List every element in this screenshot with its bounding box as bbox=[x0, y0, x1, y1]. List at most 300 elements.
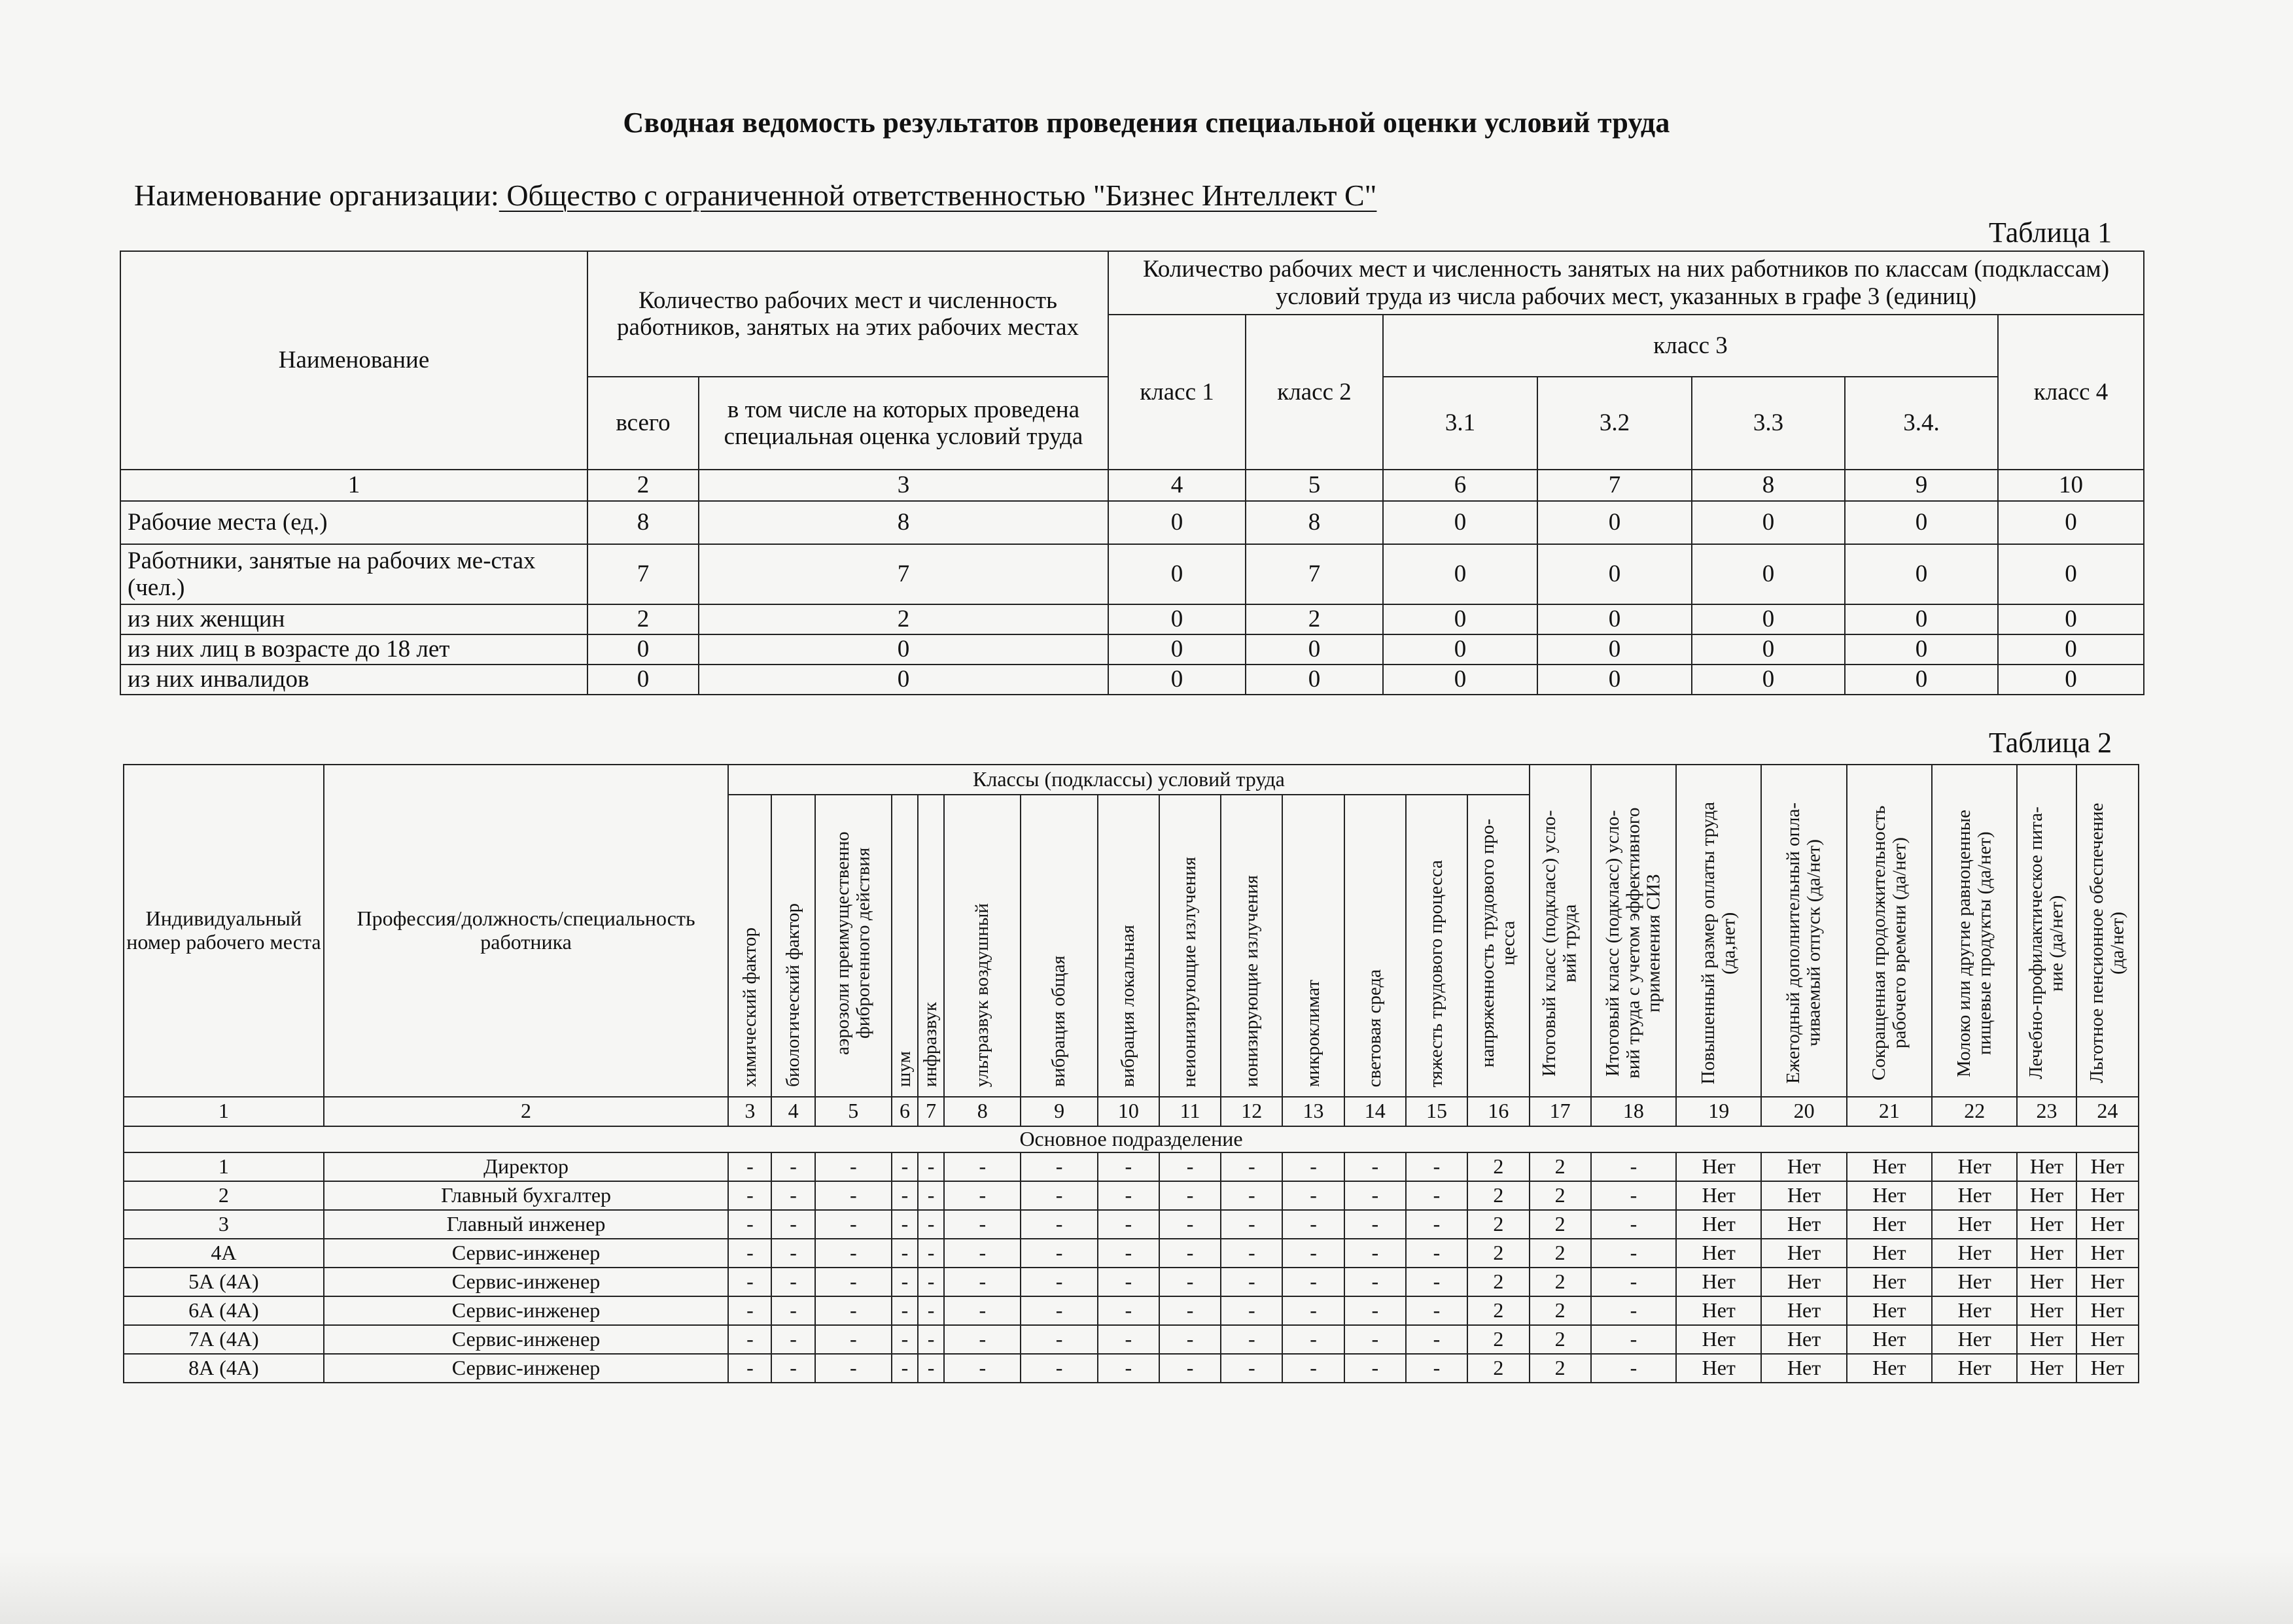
t1-colnum: 8 bbox=[1692, 470, 1845, 501]
t2-cell: - bbox=[1159, 1325, 1221, 1354]
t2-colnum: 4 bbox=[771, 1097, 814, 1126]
t1-cell: 0 bbox=[1692, 544, 1845, 604]
t2-cell: - bbox=[1221, 1181, 1282, 1210]
t2-cell: - bbox=[1221, 1268, 1282, 1296]
t2-cell: - bbox=[771, 1239, 814, 1268]
t2-cell: Нет bbox=[1676, 1210, 1761, 1239]
t2-cell: - bbox=[1344, 1210, 1406, 1239]
t1-cell: 0 bbox=[1246, 665, 1383, 695]
t1-cell: 0 bbox=[1537, 634, 1692, 665]
t1-cell: 0 bbox=[1845, 665, 1998, 695]
t2-cell: Нет bbox=[2076, 1239, 2139, 1268]
t1-cell: 0 bbox=[1383, 665, 1537, 695]
t2-cell: - bbox=[1406, 1152, 1467, 1181]
t2-cell: Нет bbox=[1676, 1239, 1761, 1268]
t2-colnum: 3 bbox=[728, 1097, 771, 1126]
t2-cell: Нет bbox=[1847, 1181, 1932, 1210]
t2-cell: - bbox=[918, 1296, 944, 1325]
organization-label: Наименование организации: bbox=[134, 179, 499, 212]
t1-cell: 0 bbox=[587, 665, 699, 695]
t1-cell: 0 bbox=[1845, 634, 1998, 665]
t1-header-count: Количество рабочих мест и численность работников, занятых на этих рабочих местах bbox=[587, 251, 1108, 377]
t1-header-3-3: 3.3 bbox=[1692, 377, 1845, 470]
t2-cell: Нет bbox=[2076, 1152, 2139, 1181]
t2-cell: - bbox=[728, 1325, 771, 1354]
t1-header-class2: класс 2 bbox=[1246, 315, 1383, 470]
t2-cell: - bbox=[815, 1239, 892, 1268]
t2-colnum: 1 bbox=[124, 1097, 324, 1126]
t2-cell: Нет bbox=[1847, 1325, 1932, 1354]
t2-workplace-id: 1 bbox=[124, 1152, 324, 1181]
t2-cell: Нет bbox=[1932, 1239, 2017, 1268]
t2-colnum: 24 bbox=[2076, 1097, 2139, 1126]
t2-cell: - bbox=[1098, 1210, 1159, 1239]
t2-cell: - bbox=[918, 1239, 944, 1268]
t1-cell: 0 bbox=[699, 634, 1108, 665]
t2-cell: - bbox=[1098, 1354, 1159, 1383]
t2-cell: - bbox=[892, 1181, 918, 1210]
t2-cell: - bbox=[1406, 1239, 1467, 1268]
t2-cell: 2 bbox=[1467, 1296, 1529, 1325]
t2-workplace-id: 3 bbox=[124, 1210, 324, 1239]
t2-cell: - bbox=[1282, 1296, 1344, 1325]
t1-body bbox=[120, 501, 2144, 695]
t2-header-factor: вибрация локальная bbox=[1117, 924, 1139, 1087]
t2-colnum: 22 bbox=[1932, 1097, 2017, 1126]
t2-cell: 2 bbox=[1467, 1325, 1529, 1354]
t2-workplace-id: 5А (4А) bbox=[124, 1268, 324, 1296]
organization-line bbox=[134, 178, 1376, 213]
t1-header-total: всего bbox=[587, 377, 699, 470]
t2-cell: - bbox=[944, 1325, 1021, 1354]
t2-header-milk: Молоко или другие равноценные пищевые продукты (да/нет) bbox=[1953, 809, 1995, 1077]
t2-cell: - bbox=[1406, 1210, 1467, 1239]
t1-cell: 0 bbox=[1998, 604, 2144, 634]
t1-cell: 0 bbox=[1383, 544, 1537, 604]
t1-header-assessed: в том числе на которых проведена специальная оценка условий труда bbox=[699, 377, 1108, 470]
t2-profession: Сервис-инженер bbox=[324, 1354, 729, 1383]
t2-cell: Нет bbox=[2017, 1325, 2076, 1354]
t2-header-factor: вибрация общая bbox=[1048, 956, 1070, 1087]
t2-header-pension: Льготное пенсионное обеспечение (да/нет) bbox=[2086, 803, 2128, 1084]
t2-cell: Нет bbox=[1847, 1268, 1932, 1296]
t2-cell: 2 bbox=[1467, 1210, 1529, 1239]
t2-cell: - bbox=[918, 1268, 944, 1296]
t2-cell: - bbox=[1282, 1152, 1344, 1181]
t2-header-extra-leave: Ежегодный дополнительный опла-чиваемый отпуск (да/нет) bbox=[1783, 802, 1825, 1084]
t2-cell: Нет bbox=[1676, 1296, 1761, 1325]
t2-cell: - bbox=[1221, 1354, 1282, 1383]
t2-cell: - bbox=[1282, 1325, 1344, 1354]
t1-cell: 0 bbox=[699, 665, 1108, 695]
t2-cell: Нет bbox=[2076, 1354, 2139, 1383]
t2-cell: Нет bbox=[1676, 1181, 1761, 1210]
t1-header-3-2: 3.2 bbox=[1537, 377, 1692, 470]
t2-cell: - bbox=[1344, 1181, 1406, 1210]
t2-colnum: 7 bbox=[918, 1097, 944, 1126]
t2-colnum: 12 bbox=[1221, 1097, 1282, 1126]
t2-cell: - bbox=[815, 1210, 892, 1239]
t2-cell: - bbox=[1021, 1152, 1097, 1181]
t1-cell: 0 bbox=[1845, 544, 1998, 604]
t2-header-factor: неионизирующие излучения bbox=[1179, 856, 1200, 1087]
t2-cell: - bbox=[1406, 1325, 1467, 1354]
t2-cell: 2 bbox=[1467, 1268, 1529, 1296]
t2-cell: Нет bbox=[1761, 1296, 1846, 1325]
t2-cell: - bbox=[892, 1325, 918, 1354]
t2-cell: - bbox=[1098, 1296, 1159, 1325]
t1-cell: 0 bbox=[1108, 665, 1246, 695]
t2-colnum: 6 bbox=[892, 1097, 918, 1126]
t2-cell: - bbox=[1159, 1296, 1221, 1325]
t2-cell: 2 bbox=[1530, 1239, 1591, 1268]
t2-colnum: 17 bbox=[1530, 1097, 1591, 1126]
t1-cell: 0 bbox=[1998, 501, 2144, 544]
t2-cell: - bbox=[918, 1325, 944, 1354]
t2-cell: - bbox=[1021, 1210, 1097, 1239]
t2-row bbox=[124, 1239, 2139, 1268]
t1-cell: 0 bbox=[1998, 634, 2144, 665]
t2-cell: - bbox=[918, 1181, 944, 1210]
t2-cell: - bbox=[815, 1181, 892, 1210]
t2-row bbox=[124, 1268, 2139, 1296]
t1-cell: 0 bbox=[1692, 665, 1845, 695]
t2-cell: - bbox=[1406, 1354, 1467, 1383]
t2-cell: - bbox=[1282, 1239, 1344, 1268]
t2-cell: - bbox=[944, 1296, 1021, 1325]
t2-header-factor: ионизирующие излучения bbox=[1240, 874, 1262, 1087]
t1-row-label: Работники, занятые на рабочих ме-стах (чел.) bbox=[120, 544, 587, 604]
t2-cell: - bbox=[728, 1268, 771, 1296]
t2-cell: - bbox=[1344, 1239, 1406, 1268]
t2-cell: - bbox=[918, 1152, 944, 1181]
t2-cell: - bbox=[728, 1181, 771, 1210]
t1-cell: 2 bbox=[587, 604, 699, 634]
t2-cell: - bbox=[892, 1210, 918, 1239]
t2-cell: 2 bbox=[1467, 1239, 1529, 1268]
t2-cell: - bbox=[771, 1210, 814, 1239]
t1-cell: 7 bbox=[587, 544, 699, 604]
t2-cell: Нет bbox=[1761, 1239, 1846, 1268]
t1-row-label: Рабочие места (ед.) bbox=[120, 501, 587, 544]
t2-profession: Сервис-инженер bbox=[324, 1296, 729, 1325]
t1-header-class1: класс 1 bbox=[1108, 315, 1246, 470]
t2-cell: - bbox=[1021, 1239, 1097, 1268]
t2-cell: Нет bbox=[1932, 1268, 2017, 1296]
t2-cell: - bbox=[728, 1152, 771, 1181]
organization-value: Общество с ограниченной ответственностью "Бизнес Интеллект С" bbox=[499, 179, 1377, 212]
t2-cell: Нет bbox=[1676, 1354, 1761, 1383]
t2-colnum: 11 bbox=[1159, 1097, 1221, 1126]
t2-cell: Нет bbox=[2017, 1210, 2076, 1239]
t2-cell: 2 bbox=[1467, 1181, 1529, 1210]
t2-colnum: 18 bbox=[1591, 1097, 1676, 1126]
t2-cell: - bbox=[1159, 1268, 1221, 1296]
t1-colnum: 4 bbox=[1108, 470, 1246, 501]
t2-colnum: 16 bbox=[1467, 1097, 1529, 1126]
t2-cell: - bbox=[1406, 1268, 1467, 1296]
t2-colnum: 14 bbox=[1344, 1097, 1406, 1126]
t2-header-reduced-hours: Сокращенная продолжительность рабочего времени (да/нет) bbox=[1868, 805, 1910, 1081]
t2-cell: Нет bbox=[1932, 1152, 2017, 1181]
t1-cell: 0 bbox=[1998, 544, 2144, 604]
t1-cell: 0 bbox=[1383, 604, 1537, 634]
t2-cell: - bbox=[815, 1354, 892, 1383]
t1-cell: 0 bbox=[1383, 634, 1537, 665]
t1-colnum: 1 bbox=[120, 470, 587, 501]
t1-cell: 0 bbox=[587, 634, 699, 665]
t2-cell: - bbox=[815, 1325, 892, 1354]
t2-cell: - bbox=[1221, 1296, 1282, 1325]
t2-cell: - bbox=[892, 1239, 918, 1268]
t2-header-factor: микроклимат bbox=[1302, 980, 1323, 1087]
t2-cell: Нет bbox=[2017, 1239, 2076, 1268]
t1-cell: 8 bbox=[699, 501, 1108, 544]
t1-colnum: 9 bbox=[1845, 470, 1998, 501]
t1-cell: 0 bbox=[1108, 544, 1246, 604]
t2-profession: Главный инженер bbox=[324, 1210, 729, 1239]
t2-cell: - bbox=[728, 1239, 771, 1268]
t2-cell: - bbox=[1159, 1354, 1221, 1383]
t1-cell: 0 bbox=[1537, 544, 1692, 604]
t2-cell: Нет bbox=[1932, 1210, 2017, 1239]
t2-cell: 2 bbox=[1530, 1152, 1591, 1181]
t2-cell: Нет bbox=[2076, 1296, 2139, 1325]
t2-header-factor: тяжесть трудового процесса bbox=[1426, 859, 1447, 1087]
t2-header-therapeutic-food: Лечебно-профилактическое пита-ние (да/нет) bbox=[2025, 806, 2067, 1080]
table1-caption: Таблица 1 bbox=[1989, 216, 2112, 249]
t2-cell: 2 bbox=[1530, 1354, 1591, 1383]
t2-cell: Нет bbox=[1932, 1325, 2017, 1354]
t2-header-factor: напряженность трудового про-цесса bbox=[1477, 818, 1519, 1068]
t1-cell: 7 bbox=[699, 544, 1108, 604]
t2-column-numbers bbox=[124, 1097, 2139, 1126]
t2-cell: - bbox=[892, 1354, 918, 1383]
t2-colnum: 19 bbox=[1676, 1097, 1761, 1126]
t2-cell: Нет bbox=[2017, 1181, 2076, 1210]
t2-colnum: 2 bbox=[324, 1097, 729, 1126]
t2-colnum: 5 bbox=[815, 1097, 892, 1126]
t2-cell: - bbox=[892, 1152, 918, 1181]
t2-cell: - bbox=[1406, 1181, 1467, 1210]
t2-workplace-id: 7А (4А) bbox=[124, 1325, 324, 1354]
t1-cell: 0 bbox=[1692, 634, 1845, 665]
t2-cell: - bbox=[1282, 1268, 1344, 1296]
t2-cell: - bbox=[1021, 1325, 1097, 1354]
t2-cell: - bbox=[1221, 1239, 1282, 1268]
t1-colnum: 10 bbox=[1998, 470, 2144, 501]
t2-cell: - bbox=[771, 1325, 814, 1354]
t2-row bbox=[124, 1152, 2139, 1181]
t2-cell: Нет bbox=[1761, 1181, 1846, 1210]
t2-colnum: 9 bbox=[1021, 1097, 1097, 1126]
t2-colnum: 13 bbox=[1282, 1097, 1344, 1126]
t2-header-factor: световая среда bbox=[1364, 969, 1386, 1087]
t1-cell: 0 bbox=[1537, 604, 1692, 634]
t2-cell: 2 bbox=[1530, 1296, 1591, 1325]
t1-header-name: Наименование bbox=[120, 251, 587, 470]
t2-cell: - bbox=[1344, 1296, 1406, 1325]
scan-edge bbox=[0, 1550, 2293, 1624]
t2-cell: - bbox=[1591, 1296, 1676, 1325]
t2-colnum: 21 bbox=[1847, 1097, 1932, 1126]
t2-cell: Нет bbox=[2076, 1181, 2139, 1210]
t2-body bbox=[124, 1152, 2139, 1383]
t1-cell: 8 bbox=[587, 501, 699, 544]
t2-cell: - bbox=[1021, 1181, 1097, 1210]
t2-cell: Нет bbox=[1847, 1210, 1932, 1239]
t2-cell: Нет bbox=[1847, 1354, 1932, 1383]
t2-cell: - bbox=[1159, 1181, 1221, 1210]
t2-cell: Нет bbox=[1847, 1239, 1932, 1268]
t2-workplace-id: 8А (4А) bbox=[124, 1354, 324, 1383]
t2-cell: - bbox=[771, 1354, 814, 1383]
t2-cell: Нет bbox=[2076, 1268, 2139, 1296]
t2-cell: - bbox=[771, 1152, 814, 1181]
t2-cell: 2 bbox=[1530, 1210, 1591, 1239]
t2-cell: Нет bbox=[1932, 1354, 2017, 1383]
t2-cell: - bbox=[728, 1354, 771, 1383]
t2-cell: Нет bbox=[1761, 1152, 1846, 1181]
t2-colnum: 8 bbox=[944, 1097, 1021, 1126]
t2-cell: - bbox=[944, 1268, 1021, 1296]
t1-colnum: 7 bbox=[1537, 470, 1692, 501]
t2-cell: - bbox=[918, 1210, 944, 1239]
t2-cell: - bbox=[1098, 1325, 1159, 1354]
t2-cell: Нет bbox=[2017, 1268, 2076, 1296]
t1-row bbox=[120, 544, 2144, 604]
t2-cell: - bbox=[1221, 1325, 1282, 1354]
t2-section-title: Основное подразделение bbox=[124, 1126, 2139, 1152]
t1-colnum: 6 bbox=[1383, 470, 1537, 501]
t2-header-factor: биологический фактор bbox=[782, 903, 803, 1087]
t2-cell: - bbox=[944, 1152, 1021, 1181]
table2-caption: Таблица 2 bbox=[1989, 727, 2112, 759]
t2-cell: - bbox=[892, 1268, 918, 1296]
t2-cell: - bbox=[1098, 1152, 1159, 1181]
t2-header-id: Индивидуальный номер рабочего места bbox=[124, 765, 324, 1097]
t1-row bbox=[120, 665, 2144, 695]
t2-cell: Нет bbox=[1847, 1296, 1932, 1325]
t1-cell: 0 bbox=[1108, 604, 1246, 634]
t2-cell: - bbox=[815, 1152, 892, 1181]
t2-cell: 2 bbox=[1467, 1152, 1529, 1181]
t2-cell: - bbox=[771, 1181, 814, 1210]
t2-header-final-class-siz: Итоговый класс (подкласс) усло-вий труда с учетом эффективного применения СИЗ bbox=[1602, 807, 1664, 1079]
t2-header-factor: шум bbox=[894, 1051, 915, 1087]
t1-cell: 0 bbox=[1108, 634, 1246, 665]
t2-header-factor: ультразвук воздушный bbox=[971, 903, 993, 1087]
t1-header-3-4: 3.4. bbox=[1845, 377, 1998, 470]
t2-cell: - bbox=[815, 1296, 892, 1325]
t2-profession: Сервис-инженер bbox=[324, 1239, 729, 1268]
t2-cell: - bbox=[1591, 1325, 1676, 1354]
t2-cell: 2 bbox=[1530, 1181, 1591, 1210]
t1-cell: 0 bbox=[1845, 501, 1998, 544]
t2-cell: Нет bbox=[1676, 1325, 1761, 1354]
t2-cell: - bbox=[1344, 1325, 1406, 1354]
t1-cell: 0 bbox=[1692, 501, 1845, 544]
t2-cell: - bbox=[1098, 1239, 1159, 1268]
t2-cell: - bbox=[1221, 1152, 1282, 1181]
workplaces-table bbox=[123, 764, 2139, 1383]
t2-cell: - bbox=[1159, 1152, 1221, 1181]
t1-cell: 0 bbox=[1108, 501, 1246, 544]
t1-colnum: 5 bbox=[1246, 470, 1383, 501]
t2-cell: 2 bbox=[1530, 1268, 1591, 1296]
t1-cell: 0 bbox=[1692, 604, 1845, 634]
t2-workplace-id: 2 bbox=[124, 1181, 324, 1210]
t2-profession: Сервис-инженер bbox=[324, 1325, 729, 1354]
t2-cell: - bbox=[1159, 1239, 1221, 1268]
t2-cell: - bbox=[1591, 1152, 1676, 1181]
t2-row bbox=[124, 1354, 2139, 1383]
t2-cell: - bbox=[1591, 1268, 1676, 1296]
t2-cell: Нет bbox=[1847, 1152, 1932, 1181]
t2-cell: Нет bbox=[1676, 1268, 1761, 1296]
t1-cell: 0 bbox=[1383, 501, 1537, 544]
t2-profession: Сервис-инженер bbox=[324, 1268, 729, 1296]
t2-header-increased-pay: Повышенный размер оплаты труда (да,нет) bbox=[1697, 802, 1740, 1084]
t2-workplace-id: 4А bbox=[124, 1239, 324, 1268]
t2-cell: - bbox=[1406, 1296, 1467, 1325]
t2-header-factor: аэрозоли преимущественно фиброгенного действия bbox=[831, 831, 874, 1055]
t2-cell: - bbox=[1344, 1152, 1406, 1181]
t2-cell: Нет bbox=[1761, 1268, 1846, 1296]
t2-header-factor: химический фактор bbox=[739, 927, 760, 1087]
t1-cell: 0 bbox=[1537, 665, 1692, 695]
summary-table bbox=[120, 251, 2144, 695]
t1-cell: 8 bbox=[1246, 501, 1383, 544]
t2-cell: - bbox=[918, 1354, 944, 1383]
t2-cell: 2 bbox=[1530, 1325, 1591, 1354]
t2-colnum: 10 bbox=[1098, 1097, 1159, 1126]
t2-cell: Нет bbox=[1932, 1181, 2017, 1210]
t2-cell: - bbox=[1159, 1210, 1221, 1239]
t2-cell: Нет bbox=[2017, 1354, 2076, 1383]
t2-profession: Главный бухгалтер bbox=[324, 1181, 729, 1210]
t1-header-classes: Количество рабочих мест и численность занятых на них работников по классам (подклассам) условий труда из числа рабочих мест, указанных в графе 3 (единиц) bbox=[1108, 251, 2144, 315]
t2-cell: - bbox=[771, 1268, 814, 1296]
t2-colnum: 15 bbox=[1406, 1097, 1467, 1126]
t2-cell: - bbox=[1591, 1210, 1676, 1239]
t2-cell: - bbox=[1282, 1354, 1344, 1383]
t2-cell: - bbox=[771, 1296, 814, 1325]
t1-colnum: 2 bbox=[587, 470, 699, 501]
t2-cell: - bbox=[1098, 1268, 1159, 1296]
t2-cell: - bbox=[944, 1210, 1021, 1239]
t2-cell: - bbox=[944, 1239, 1021, 1268]
t2-cell: - bbox=[728, 1210, 771, 1239]
t2-cell: 2 bbox=[1467, 1354, 1529, 1383]
t1-row bbox=[120, 604, 2144, 634]
t2-cell: Нет bbox=[2017, 1296, 2076, 1325]
t2-cell: Нет bbox=[1761, 1210, 1846, 1239]
t1-column-numbers bbox=[120, 470, 2144, 501]
t2-cell: Нет bbox=[1761, 1325, 1846, 1354]
t2-cell: - bbox=[892, 1296, 918, 1325]
t1-cell: 2 bbox=[699, 604, 1108, 634]
t2-cell: Нет bbox=[2076, 1325, 2139, 1354]
t2-header-profession: Профессия/должность/специальность работника bbox=[324, 765, 729, 1097]
t1-row bbox=[120, 501, 2144, 544]
t1-header-class3: класс 3 bbox=[1383, 315, 1998, 377]
t2-cell: - bbox=[1591, 1181, 1676, 1210]
t1-cell: 0 bbox=[1246, 634, 1383, 665]
t2-cell: - bbox=[728, 1296, 771, 1325]
t1-cell: 2 bbox=[1246, 604, 1383, 634]
t1-cell: 0 bbox=[1537, 501, 1692, 544]
